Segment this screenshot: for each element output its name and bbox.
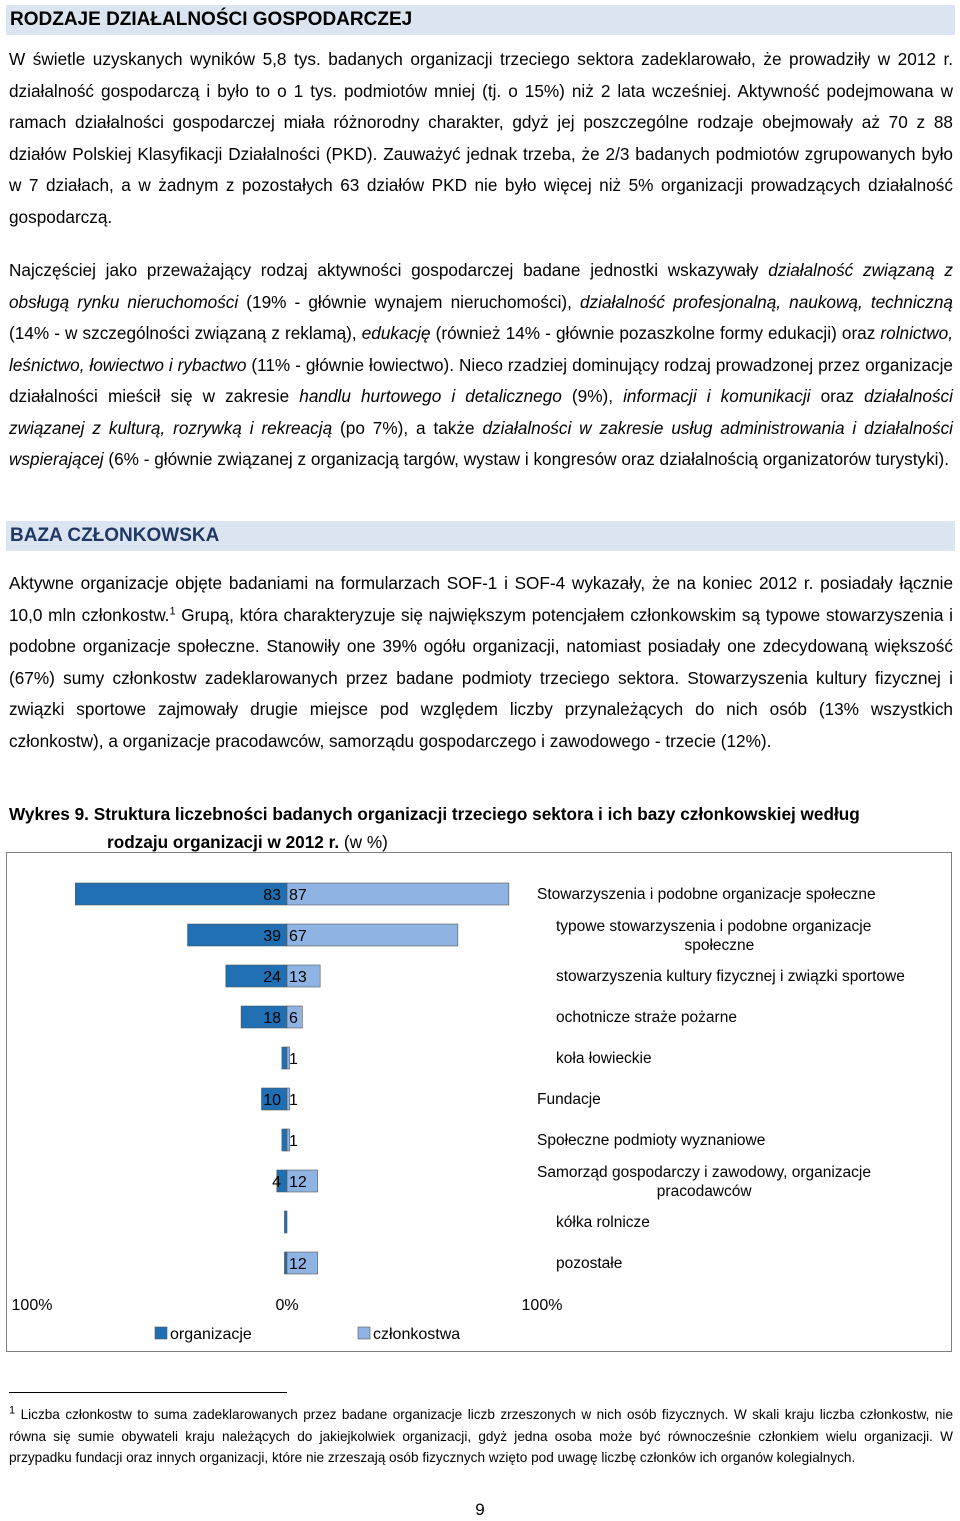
italic-term: działalności związanej z kulturą, rozrywką i rekreacją xyxy=(9,386,953,438)
figure-unit: (w %) xyxy=(343,832,388,852)
category-label-line2: pracodawców xyxy=(656,1183,752,1200)
paragraph-text-part: (11% - głównie łowiectwo). Nieco rzadziej dominujący rodzaj prowadzonej przez organizacje działalności mieścił się w zakresie xyxy=(9,354,953,406)
paragraph-text-part: (po 7%), a także xyxy=(332,417,483,438)
section-heading-membership-base: BAZA CZŁONKOWSKA xyxy=(6,521,955,551)
legend-swatch-organizacje xyxy=(155,1327,167,1339)
legend-swatch-czlonkostwa xyxy=(358,1327,370,1339)
footnote xyxy=(9,1404,953,1469)
data-label-organizacje: 39 xyxy=(263,928,281,945)
paragraph-business-activity-overview xyxy=(9,44,953,233)
data-label-czlonkostwa: 87 xyxy=(289,887,307,904)
page-number: 9 xyxy=(475,1500,485,1519)
paragraph-text-part: Aktywne organizacje objęte badaniami na formularzach SOF-1 i SOF-4 wykazały, że na koniec 2012 r. posiadały łącznie 10,0 mln członkostw. xyxy=(9,573,953,625)
data-label-czlonkostwa: 12 xyxy=(289,1174,307,1191)
footnote-text xyxy=(9,1404,953,1469)
category-label: typowe stowarzyszenia i podobne organizacje xyxy=(556,918,872,935)
bar-organizacje xyxy=(282,1047,287,1069)
data-label-organizacje: 18 xyxy=(263,1010,281,1027)
category-label: kółka rolnicze xyxy=(556,1214,650,1231)
data-label-czlonkostwa: 1 xyxy=(289,1051,298,1068)
paragraph-text-part: (19% - głównie wynajem nieruchomości), xyxy=(238,291,580,312)
italic-term: informacji i komunikacji xyxy=(623,386,811,406)
figure-title-text: rodzaju organizacji w 2012 r. xyxy=(107,832,340,852)
category-label: pozostałe xyxy=(556,1255,623,1272)
legend-label-organizacje: organizacje xyxy=(170,1326,252,1343)
paragraph-business-activity-types xyxy=(9,255,953,476)
bar-czlonkostwa xyxy=(287,924,458,946)
category-label: Samorząd gospodarczy i zawodowy, organizacje xyxy=(537,1164,871,1181)
data-label-czlonkostwa: 13 xyxy=(289,969,307,986)
legend-label-czlonkostwa: członkostwa xyxy=(373,1326,461,1343)
bar-organizacje xyxy=(282,1129,287,1151)
footnote-body: Liczba członkostw to suma zadeklarowanych przez badane organizacje liczb zrzeszonych w nich osób fizycznych. W skali kraju liczba członkostw, nie równa się sumie obywateli kraju należących do jakiejkolwiek organizacji, gdyż jedna osoba może być równocześnie członkiem wielu organizacji. W przypadku fundacji oraz innych organizacji, które nie zrzeszają osób fizycznych wzięto pod uwagę liczbę członków ich organów kolegialnych. xyxy=(9,1407,953,1465)
paragraph-text-part: (14% - w szczególności związaną z reklamą), xyxy=(9,323,362,343)
diverging-bar-chart xyxy=(7,853,951,1351)
paragraph-membership xyxy=(9,568,953,757)
footnote-marker: 1 xyxy=(9,1404,16,1417)
category-label: Stowarzyszenia i podobne organizacje społeczne xyxy=(537,886,876,903)
paragraph-text-part: (również 14% - głównie pozaszkolne formy edukacji) oraz xyxy=(430,323,881,343)
category-label: stowarzyszenia kultury fizycznej i związki sportowe xyxy=(556,968,905,985)
data-label-organizacje: 83 xyxy=(263,887,281,904)
paragraph-text-rich xyxy=(9,255,953,476)
axis-tick-label: 0% xyxy=(275,1297,299,1314)
category-label: Społeczne podmioty wyznaniowe xyxy=(537,1132,766,1149)
axis-tick-label: 100% xyxy=(11,1297,53,1314)
paragraph-text: W świetle uzyskanych wyników 5,8 tys. badanych organizacji trzeciego sektora zadeklarowało, że prowadziły w 2012 r. działalność gospodarczą i było to o 1 tys. podmiotów mniej (tj. o 15%) niż 2 lata wcześniej. Aktywność podejmowana w ramach działalności gospodarczej miała różnorodny charakter, gdyż jej poszczególne rodzaje obejmowały aż 70 z 88 działów Polskiej Klasyfikacji Działalności (PKD). Zauważyć jednak trzeba, że 2/3 badanych podmiotów zgrupowanych było w 7 działach, a w żadnym z pozostałych 63 działów PKD nie było więcej niż 5% organizacji prowadzących działalność gospodarczą. xyxy=(9,49,953,227)
section-heading-business-activity: RODZAJE DZIAŁALNOŚCI GOSPODARCZEJ xyxy=(6,5,955,35)
data-label-czlonkostwa: 1 xyxy=(289,1092,298,1109)
bar-czlonkostwa xyxy=(287,883,509,905)
chart-frame xyxy=(6,852,952,1352)
data-label-czlonkostwa: 12 xyxy=(289,1256,307,1273)
figure-label: Wykres 9. xyxy=(9,804,89,824)
paragraph-text-part: Grupą, która charakteryzuje się największym potencjałem członkowskim są typowe stowarzyszenia i podobne organizacje społeczne. Stanowiły one 39% ogółu organizacji, natomiast posiadały one zdecydowaną większość (67%) sumy członkostw zadeklarowanych przez badane podmioty trzeciego sektora. Stowarzyszenia kultury fizycznej i związki sportowe zajmowały drugie miejsce pod względem liczby przynależących do nich osób (13% wszystkich członkostw), a organizacje pracodawców, samorządu gospodarczego i zawodowego - trzecie (12%). xyxy=(9,604,953,751)
data-label-czlonkostwa: 1 xyxy=(289,1133,298,1150)
footnote-rule xyxy=(9,1392,287,1393)
italic-term: działalność profesjonalną, naukową, techniczną xyxy=(579,291,953,312)
paragraph-text-part: (6% - głównie związanej z organizacją targów, wystaw i kongresów oraz działalnością organizatorów turystyki). xyxy=(103,449,949,469)
category-label: ochotnicze straże pożarne xyxy=(556,1009,737,1026)
paragraph-text-part: oraz xyxy=(810,386,865,406)
italic-term: działalności w zakresie usług administrowania i działalności wspierającej xyxy=(9,417,953,469)
italic-term: rolnictwo, leśnictwo, łowiectwo i rybactwo xyxy=(9,323,953,375)
category-label-line2: społeczne xyxy=(684,937,755,954)
axis-tick-label: 100% xyxy=(521,1297,563,1314)
data-label-czlonkostwa: 6 xyxy=(289,1010,298,1027)
italic-term: edukację xyxy=(361,323,431,343)
paragraph-text-part: (9%), xyxy=(561,386,624,406)
data-label-organizacje: 4 xyxy=(272,1174,281,1191)
category-label: koła łowieckie xyxy=(556,1050,652,1067)
category-label: Fundacje xyxy=(537,1091,601,1108)
italic-term: handlu hurtowego i detalicznego xyxy=(299,386,562,406)
bar-organizacje xyxy=(284,1252,287,1274)
figure-title: Struktura liczebności badanych organizacji trzeciego sektora i ich bazy członkowskiej według xyxy=(93,804,860,824)
paragraph-text-part: Najczęściej jako przeważający rodzaj aktywności gospodarczej badane jednostki wskazywały xyxy=(9,260,769,280)
bar-organizacje xyxy=(75,883,287,905)
bar-organizacje xyxy=(284,1211,287,1233)
data-label-organizacje: 10 xyxy=(263,1092,281,1109)
paragraph-text xyxy=(9,568,953,757)
figure-caption xyxy=(9,800,860,856)
data-label-organizacje: 24 xyxy=(263,969,281,986)
italic-term: działalność związaną z obsługą rynku nieruchomości xyxy=(9,260,953,312)
data-label-czlonkostwa: 67 xyxy=(289,928,307,945)
footnote-reference[interactable]: 1 xyxy=(169,604,176,617)
